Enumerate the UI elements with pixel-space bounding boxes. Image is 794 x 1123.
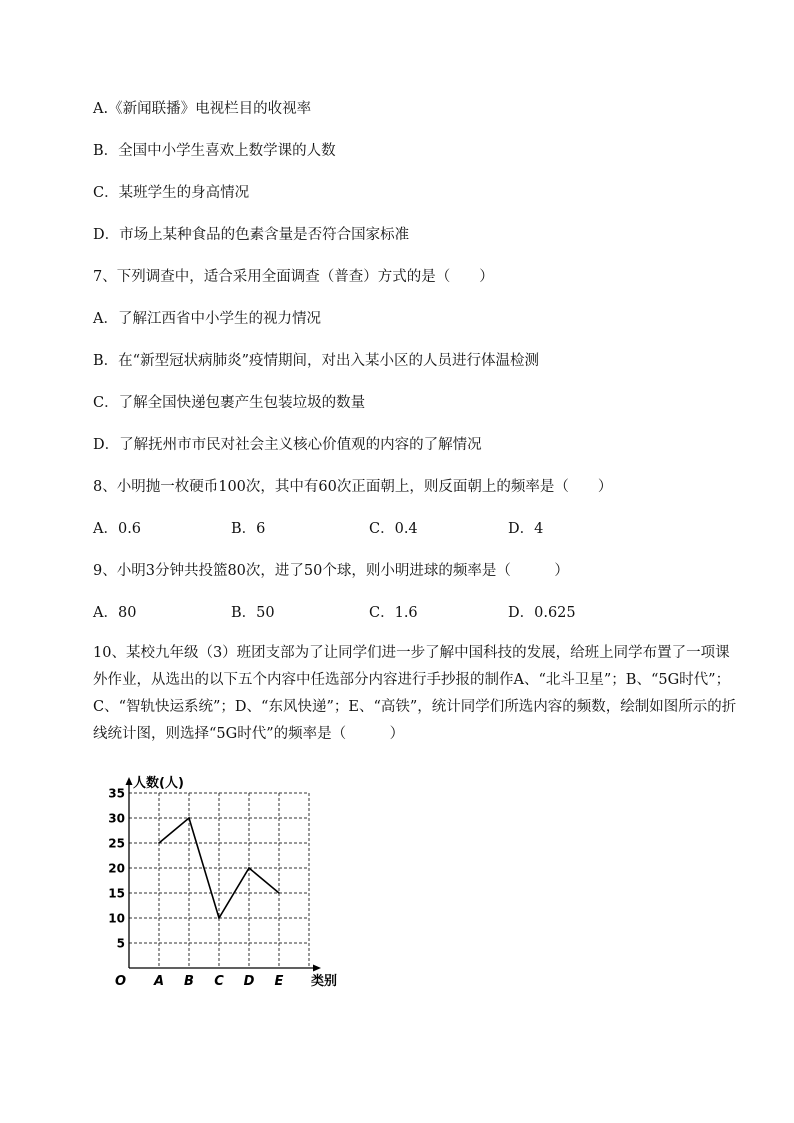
q9-option-d: D．0.625: [508, 605, 576, 621]
data-point-E: [278, 892, 280, 894]
y-tick-label-25: 25: [108, 836, 125, 851]
data-point-A: [158, 842, 160, 844]
q9-option-c: C．1.6: [369, 605, 418, 621]
q8-option-c: C．0.4: [369, 521, 418, 537]
x-axis-title: 类别: [311, 974, 338, 989]
y-tick-label-30: 30: [108, 811, 125, 826]
q6-option-b: B．全国中小学生喜欢上数学课的人数: [93, 143, 336, 159]
y-tick-label-5: 5: [116, 936, 125, 951]
q9-option-b: B．50: [231, 605, 275, 621]
line-chart: [110, 765, 350, 995]
q9-stem: 9、小明3分钟共投篮80次，进了50个球，则小明进球的频率是（ ）: [93, 563, 569, 579]
q6-option-c: C．某班学生的身高情况: [93, 185, 250, 201]
y-tick-label-35: 35: [108, 786, 125, 801]
y-tick-label-10: 10: [108, 911, 125, 926]
q7-stem: 7、下列调查中，适合采用全面调查（普查）方式的是（ ）: [93, 269, 494, 285]
q8-option-a: A．0.6: [93, 521, 142, 537]
data-point-C: [218, 917, 220, 919]
q7-option-c: C．了解全国快递包裹产生包装垃圾的数量: [93, 395, 366, 411]
x-tick-label-C: C: [214, 974, 224, 989]
y-axis-title: 人数(人): [133, 776, 184, 791]
q6-option-d: D．市场上某种食品的色素含量是否符合国家标准: [93, 227, 410, 243]
q7-option-a: A．了解江西省中小学生的视力情况: [93, 311, 321, 327]
q8-option-d: D．4: [508, 521, 544, 537]
x-tick-label-D: D: [243, 974, 255, 989]
y-tick-label-20: 20: [108, 861, 125, 876]
q6-option-a: A.《新闻联播》电视栏目的收视率: [93, 101, 312, 117]
x-tick-label-B: B: [184, 974, 194, 989]
x-tick-label-E: E: [274, 974, 284, 989]
q10-stem: 10、某校九年级（3）班团支部为了让同学们进一步了解中国科技的发展，给班上同学布置了一项课外作业，从选出的以下五个内容中任选部分内容进行手抄报的制作A、“北斗卫星”；B、“5G时代”；C、“智轨快运系统”；D、“东风快递”；E、“高铁”，统计同学们所选内容的频数，绘制如图所示的折线统计图，则选择“5G时代”的频率是（ ）: [93, 645, 737, 742]
q8-option-b: B．6: [231, 521, 266, 537]
data-point-D: [248, 867, 250, 869]
chart-grid: [129, 793, 309, 968]
chart-axes: [126, 777, 322, 972]
x-axis-arrow: [313, 965, 321, 972]
chart-labels: [108, 775, 337, 989]
y-tick-label-15: 15: [108, 886, 125, 901]
origin-label: O: [114, 974, 126, 989]
data-point-B: [188, 817, 190, 819]
q7-option-d: D．了解抚州市市民对社会主义核心价值观的内容的了解情况: [93, 437, 482, 453]
y-axis-arrow: [126, 777, 133, 785]
q7-option-b: B．在“新型冠状病肺炎”疫情期间，对出入某小区的人员进行体温检测: [93, 353, 539, 369]
q8-stem: 8、小明抛一枚硬币100次，其中有60次正面朝上，则反面朝上的频率是（ ）: [93, 479, 613, 495]
x-tick-label-A: A: [153, 974, 165, 989]
q9-option-a: A．80: [93, 605, 137, 621]
